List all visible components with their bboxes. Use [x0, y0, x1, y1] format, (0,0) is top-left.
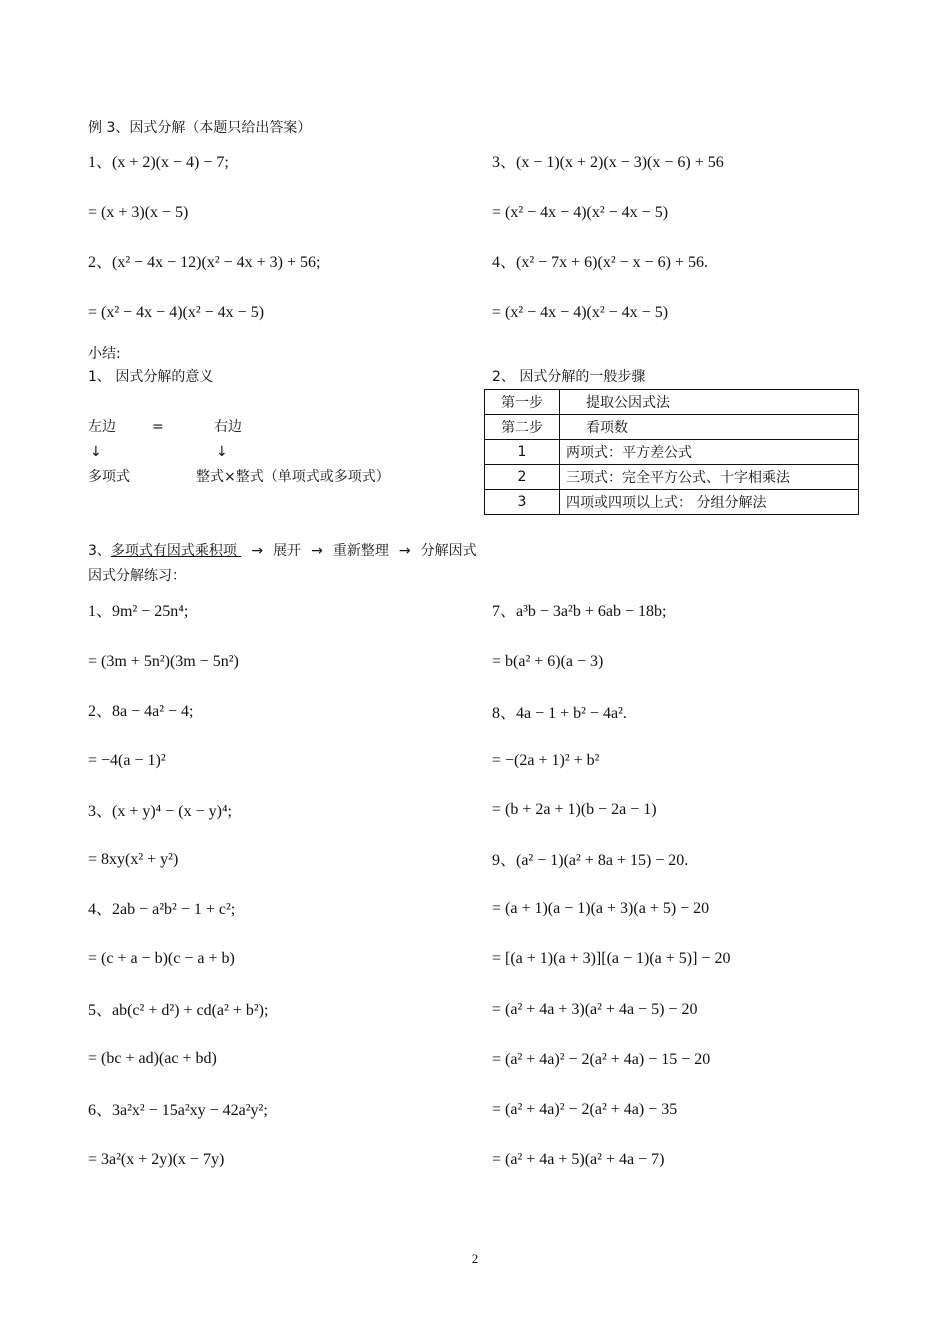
practice-title: 因式分解练习： — [88, 568, 186, 584]
practice-problem-5: 5、ab(c² + d²) + cd(a² + b²); — [88, 1002, 269, 1019]
summary-item2-title: 2、 因式分解的一般步骤 — [492, 369, 646, 385]
right-side-label: 右边 — [214, 419, 242, 435]
practice-problem-8: 8、4a − 1 + b² − 4a². — [492, 705, 627, 722]
practice-problem-1: 1、9m² − 25n⁴; — [88, 603, 189, 620]
summary-item3 — [88, 540, 477, 562]
table-row — [485, 440, 859, 465]
left-side-label: 左边 — [88, 419, 116, 435]
polynomial-label: 多项式 — [88, 469, 130, 485]
table-row — [485, 415, 859, 440]
practice-answer-5: = (bc + ad)(ac + bd) — [88, 1050, 217, 1067]
table-row — [485, 465, 859, 490]
item3-step-factor: 分解因式 — [420, 543, 477, 559]
item3-underlined-text: 多项式有因式乘积项 — [110, 543, 242, 559]
practice-step-9d: = (a² + 4a)² − 2(a² + 4a) − 15 − 20 — [492, 1051, 711, 1068]
practice-step-9c: = (a² + 4a + 3)(a² + 4a − 5) − 20 — [492, 1001, 698, 1018]
practice-answer-4: = (c + a − b)(c − a + b) — [88, 950, 235, 967]
example-problem-4: 4、(x² − 7x + 6)(x² − x − 6) + 56. — [492, 254, 709, 271]
product-label: 整式×整式（单项式或多项式） — [196, 469, 390, 485]
right-arrow-icon: → — [251, 543, 264, 559]
practice-problem-7: 7、a³b − 3a²b + 6ab − 18b; — [492, 603, 667, 620]
step-key: 3 — [485, 490, 560, 515]
practice-problem-6: 6、3a²x² − 15a²xy − 42a²y²; — [88, 1102, 268, 1119]
practice-step-8a: = −(2a + 1)² + b² — [492, 752, 600, 769]
example-problem-1: 1、(x + 2)(x − 4) − 7; — [88, 154, 229, 171]
practice-step-9a: = (a + 1)(a − 1)(a + 3)(a + 5) − 20 — [492, 900, 710, 917]
item3-number: 3、 — [88, 543, 111, 559]
practice-answer-7: = b(a² + 6)(a − 3) — [492, 653, 604, 670]
practice-answer-3: = 8xy(x² + y²) — [88, 851, 179, 868]
example-answer-3: = (x² − 4x − 4)(x² − 4x − 5) — [492, 204, 669, 221]
practice-step-9b: = [(a + 1)(a + 3)][(a − 1)(a + 5)] − 20 — [492, 950, 731, 967]
equals-sign: = — [152, 419, 164, 435]
practice-answer-1: = (3m + 5n²)(3m − 5n²) — [88, 653, 239, 670]
practice-problem-9: 9、(a² − 1)(a² + 8a + 15) − 20. — [492, 852, 689, 869]
item3-step-expand: 展开 — [273, 543, 302, 559]
step-value: 提取公因式法 — [560, 390, 859, 415]
down-arrow-icon: ↓ — [216, 444, 228, 460]
example-answer-4: = (x² − 4x − 4)(x² − 4x − 5) — [492, 304, 669, 321]
practice-answer-6: = 3a²(x + 2y)(x − 7y) — [88, 1151, 225, 1168]
step-value: 看项数 — [560, 415, 859, 440]
practice-step-8b: = (b + 2a + 1)(b − 2a − 1) — [492, 801, 657, 818]
table-row — [485, 490, 859, 515]
summary-heading: 小结: — [88, 346, 121, 362]
summary-item1-title: 1、 因式分解的意义 — [88, 369, 214, 385]
step-key: 第一步 — [485, 390, 560, 415]
example-problem-3: 3、(x − 1)(x + 2)(x − 3)(x − 6) + 56 — [492, 154, 724, 171]
example-problem-2: 2、(x² − 4x − 12)(x² − 4x + 3) + 56; — [88, 254, 321, 271]
example-answer-1: = (x + 3)(x − 5) — [88, 204, 189, 221]
practice-problem-4: 4、2ab − a²b² − 1 + c²; — [88, 901, 236, 918]
item3-step-rearrange: 重新整理 — [332, 543, 389, 559]
factoring-steps-table — [484, 389, 859, 515]
practice-problem-2: 2、8a − 4a² − 4; — [88, 703, 194, 720]
practice-step-9e: = (a² + 4a)² − 2(a² + 4a) − 35 — [492, 1101, 678, 1118]
table-row — [485, 390, 859, 415]
step-key: 1 — [485, 440, 560, 465]
down-arrow-icon: ↓ — [90, 444, 102, 460]
step-key: 第二步 — [485, 415, 560, 440]
step-value: 两项式：平方差公式 — [560, 440, 859, 465]
step-value: 四项或四项以上式： 分组分解法 — [560, 490, 859, 515]
practice-step-9f: = (a² + 4a + 5)(a² + 4a − 7) — [492, 1151, 665, 1168]
right-arrow-icon: → — [398, 543, 411, 559]
example-title: 例 3、因式分解（本题只给出答案） — [88, 120, 312, 136]
practice-answer-2: = −4(a − 1)² — [88, 752, 166, 769]
step-value: 三项式：完全平方公式、十字相乘法 — [560, 465, 859, 490]
page-number: 2 — [471, 1251, 479, 1266]
step-key: 2 — [485, 465, 560, 490]
right-arrow-icon: → — [311, 543, 323, 559]
practice-problem-3: 3、(x + y)⁴ − (x − y)⁴; — [88, 803, 232, 820]
example-answer-2: = (x² − 4x − 4)(x² − 4x − 5) — [88, 304, 265, 321]
